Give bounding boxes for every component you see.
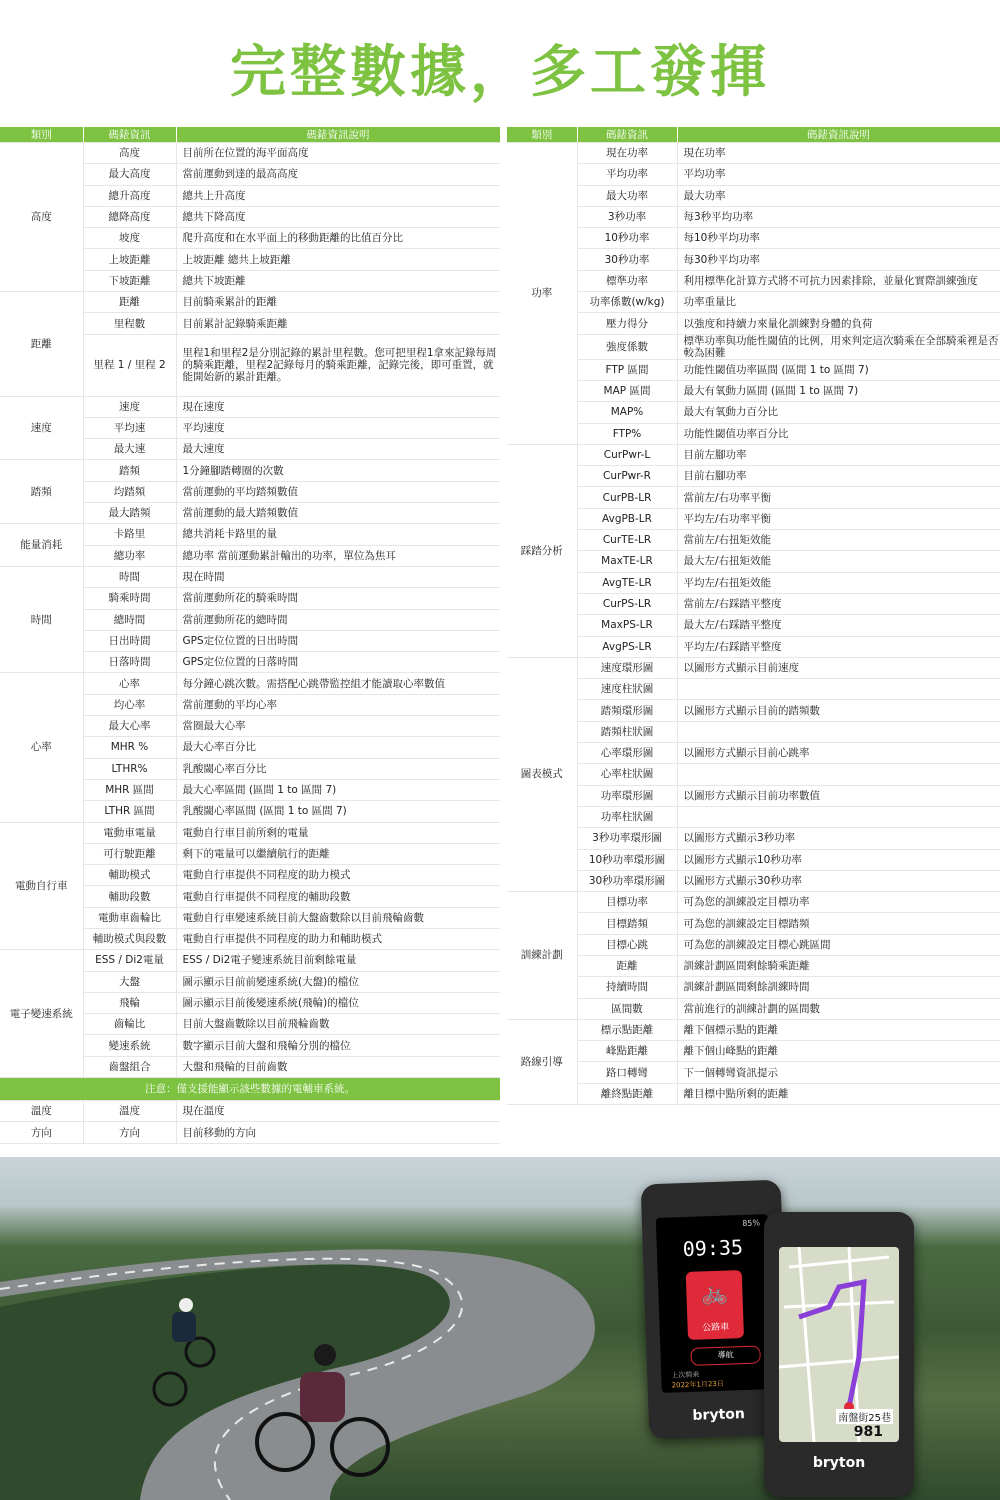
field-cell: 齒盤組合 xyxy=(83,1056,176,1077)
table-row xyxy=(507,530,1000,551)
field-cell: CurPB-LR xyxy=(577,487,677,508)
header-desc: 碼錶資訊說明 xyxy=(176,127,500,143)
table-row xyxy=(507,615,1000,636)
field-cell: 最大高度 xyxy=(83,164,176,185)
desc-cell xyxy=(677,764,1000,785)
field-cell: 均踏頻 xyxy=(83,481,176,502)
desc-cell: 目前移動的方向 xyxy=(176,1122,500,1143)
desc-cell: 乳酸閾心率百分比 xyxy=(176,758,500,779)
field-cell: 速度柱狀圖 xyxy=(577,679,677,700)
table-row xyxy=(507,998,1000,1019)
table-row xyxy=(507,249,1000,270)
desc-cell: 當前左/右踩踏平整度 xyxy=(677,593,1000,614)
desc-cell: 下一個轉彎資訊提示 xyxy=(677,1062,1000,1083)
table-row xyxy=(507,313,1000,334)
table-row xyxy=(0,566,500,587)
desc-cell: 以圖形方式顯示目前功率數值 xyxy=(677,785,1000,806)
field-cell: 10秒功率環形圖 xyxy=(577,849,677,870)
desc-cell: 總共上升高度 xyxy=(176,185,500,206)
field-cell: 方向 xyxy=(83,1122,176,1143)
field-cell: FTP% xyxy=(577,423,677,444)
desc-cell: 現在時間 xyxy=(176,566,500,587)
field-cell: 3秒功率環形圖 xyxy=(577,828,677,849)
table-row xyxy=(507,228,1000,249)
table-row xyxy=(507,977,1000,998)
desc-cell: GPS定位位置的日出時間 xyxy=(176,630,500,651)
desc-cell: 當前運動的平均踏頻數值 xyxy=(176,481,500,502)
desc-cell: 標準功率與功能性閾值的比例，用來判定這次騎乘在全部騎乘裡是否較為困難 xyxy=(677,334,1000,359)
field-cell: 目標心跳 xyxy=(577,934,677,955)
field-cell: 30秒功率環形圖 xyxy=(577,870,677,891)
ride-mode-label: 公路車 xyxy=(701,1322,730,1334)
desc-cell: 每分鐘心跳次數。需搭配心跳帶監控組才能讀取心率數值 xyxy=(176,673,500,694)
category-cell: 訓練計劃 xyxy=(507,892,577,1020)
field-cell: 電動車電量 xyxy=(83,822,176,843)
field-cell: MaxTE-LR xyxy=(577,551,677,572)
field-cell: LTHR 區間 xyxy=(83,801,176,822)
desc-cell: 當前運動的平均心率 xyxy=(176,694,500,715)
desc-cell: 最大有氧動力區間 (區間 1 to 區間 7) xyxy=(677,380,1000,401)
desc-cell: 平均左/右踩踏平整度 xyxy=(677,636,1000,657)
desc-cell: 目前右腳功率 xyxy=(677,466,1000,487)
desc-cell: 當前左/右功率平衡 xyxy=(677,487,1000,508)
desc-cell: 功能性閾值功率區間 (區間 1 to 區間 7) xyxy=(677,359,1000,380)
field-cell: MAP 區間 xyxy=(577,380,677,401)
navigation-button[interactable]: 導航 xyxy=(690,1345,761,1365)
field-cell: 齒輪比 xyxy=(83,1014,176,1035)
header-category: 類別 xyxy=(507,127,577,143)
field-cell: 里程數 xyxy=(83,313,176,334)
field-cell: 路口轉彎 xyxy=(577,1062,677,1083)
desc-cell: 乳酸閾心率區間 (區間 1 to 區間 7) xyxy=(176,801,500,822)
table-row xyxy=(0,524,500,545)
street-name: 南盤街25巷 xyxy=(836,1409,893,1424)
field-cell: 坡度 xyxy=(83,228,176,249)
header-category: 類別 xyxy=(0,127,83,143)
desc-cell: 可為您的訓練設定目標心跳區間 xyxy=(677,934,1000,955)
table-row xyxy=(507,806,1000,827)
table-row xyxy=(507,785,1000,806)
field-cell: MHR % xyxy=(83,737,176,758)
desc-cell: 圖示顯示目前後變速系統(飛輪)的檔位 xyxy=(176,992,500,1013)
table-row xyxy=(507,292,1000,313)
field-cell: ESS / Di2電量 xyxy=(83,950,176,971)
desc-cell: ESS / Di2電子變速系統目前剩餘電量 xyxy=(176,950,500,971)
desc-cell: 以圖形方式顯示目前速度 xyxy=(677,657,1000,678)
desc-cell: 當圈最大心率 xyxy=(176,716,500,737)
field-cell: 踏頻 xyxy=(83,460,176,481)
table-row xyxy=(507,764,1000,785)
desc-cell: 目前騎乘累計的距離 xyxy=(176,292,500,313)
table-row xyxy=(507,1019,1000,1040)
desc-cell: 當前運動所花的騎乘時間 xyxy=(176,588,500,609)
product-photo xyxy=(0,1157,1000,1500)
desc-cell: 功率重量比 xyxy=(677,292,1000,313)
field-cell: 飛輪 xyxy=(83,992,176,1013)
table-row xyxy=(0,1122,500,1143)
field-cell: 標準功率 xyxy=(577,270,677,291)
distance-readout: 981 xyxy=(853,1424,883,1440)
desc-cell xyxy=(677,721,1000,742)
desc-cell xyxy=(677,679,1000,700)
field-cell: 持續時間 xyxy=(577,977,677,998)
table-row xyxy=(507,334,1000,359)
desc-cell: 以強度和持續力來量化訓練對身體的負荷 xyxy=(677,313,1000,334)
desc-cell: 每3秒平均功率 xyxy=(677,206,1000,227)
field-cell: 壓力得分 xyxy=(577,313,677,334)
table-row xyxy=(507,164,1000,185)
field-cell: MAP% xyxy=(577,402,677,423)
battery-level: 85% xyxy=(742,1218,761,1228)
field-cell: 最大速 xyxy=(83,439,176,460)
page-title: 完整數據，多工發揮 xyxy=(230,40,770,105)
desc-cell: 電動自行車變速系統目前大盤齒數除以目前飛輪齒數 xyxy=(176,907,500,928)
field-cell: CurPS-LR xyxy=(577,593,677,614)
table-row xyxy=(507,934,1000,955)
category-cell: 能量消耗 xyxy=(0,524,83,567)
field-cell: AvgTE-LR xyxy=(577,572,677,593)
table-row xyxy=(0,673,500,694)
header-desc: 碼錶資訊說明 xyxy=(677,127,1000,143)
desc-cell: 每30秒平均功率 xyxy=(677,249,1000,270)
table-row xyxy=(507,743,1000,764)
desc-cell: 電動自行車提供不同程度的助力和輔助模式 xyxy=(176,928,500,949)
table-row xyxy=(507,487,1000,508)
table-row xyxy=(507,380,1000,401)
field-cell: 距離 xyxy=(577,955,677,976)
field-cell: 標示點距離 xyxy=(577,1019,677,1040)
desc-cell: 最大左/右扭矩效能 xyxy=(677,551,1000,572)
table-row xyxy=(507,1041,1000,1062)
desc-cell xyxy=(677,806,1000,827)
desc-cell: 電動自行車提供不同程度的輔助段數 xyxy=(176,886,500,907)
field-cell: CurPwr-R xyxy=(577,466,677,487)
desc-cell: 電動自行車提供不同程度的助力模式 xyxy=(176,865,500,886)
desc-cell: 最大功率 xyxy=(677,185,1000,206)
desc-cell: 最大心率百分比 xyxy=(176,737,500,758)
field-cell: 強度係數 xyxy=(577,334,677,359)
desc-cell: 訓練計劃區間剩餘訓練時間 xyxy=(677,977,1000,998)
table-row xyxy=(507,402,1000,423)
desc-cell: 剩下的電量可以繼續航行的距離 xyxy=(176,843,500,864)
field-cell: 目標功率 xyxy=(577,892,677,913)
category-cell: 圖表模式 xyxy=(507,657,577,891)
desc-cell: 電動自行車目前所剩的電量 xyxy=(176,822,500,843)
field-cell: 功率環形圖 xyxy=(577,785,677,806)
desc-cell: 功能性閾值功率百分比 xyxy=(677,423,1000,444)
table-row xyxy=(507,593,1000,614)
brand-logo: bryton xyxy=(812,1455,866,1471)
field-cell: 時間 xyxy=(83,566,176,587)
field-cell: 總時間 xyxy=(83,609,176,630)
table-row xyxy=(507,721,1000,742)
field-cell: 電動車齒輪比 xyxy=(83,907,176,928)
desc-cell: 最大速度 xyxy=(176,439,500,460)
clock: 09:35 xyxy=(682,1234,744,1262)
last-ride-date: 2022年1月23日 xyxy=(671,1379,724,1390)
table-row xyxy=(507,1062,1000,1083)
table-row xyxy=(507,700,1000,721)
desc-cell: 最大左/右踩踏平整度 xyxy=(677,615,1000,636)
field-cell: 總功率 xyxy=(83,545,176,566)
desc-cell: 離目標中點所剩的距離 xyxy=(677,1083,1000,1104)
table-row xyxy=(507,1083,1000,1104)
field-cell: 高度 xyxy=(83,143,176,164)
desc-cell: 總共消耗卡路里的量 xyxy=(176,524,500,545)
table-row xyxy=(507,270,1000,291)
field-cell: 變速系統 xyxy=(83,1035,176,1056)
desc-cell: 可為您的訓練設定目標功率 xyxy=(677,892,1000,913)
desc-cell: 以圖形方式顯示3秒功率 xyxy=(677,828,1000,849)
desc-cell: 當前左/右扭矩效能 xyxy=(677,530,1000,551)
desc-cell: 總共下坡距離 xyxy=(176,270,500,291)
field-cell: 30秒功率 xyxy=(577,249,677,270)
field-cell: 心率柱狀圖 xyxy=(577,764,677,785)
field-cell: 可行駛距離 xyxy=(83,843,176,864)
desc-cell: 上坡距離 總共上坡距離 xyxy=(176,249,500,270)
field-cell: 卡路里 xyxy=(83,524,176,545)
last-ride-label: 上次騎乘 xyxy=(671,1370,700,1380)
desc-cell: 當前運動所花的總時間 xyxy=(176,609,500,630)
category-cell: 心率 xyxy=(0,673,83,822)
note-row xyxy=(0,1078,500,1101)
desc-cell: 以圖形方式顯示目前的踏頻數 xyxy=(677,700,1000,721)
table-row xyxy=(507,206,1000,227)
desc-cell: 圖示顯示目前前變速系統(大盤)的檔位 xyxy=(176,971,500,992)
field-cell: 功率柱狀圖 xyxy=(577,806,677,827)
field-cell: 區間數 xyxy=(577,998,677,1019)
table-row xyxy=(507,870,1000,891)
desc-cell: 現在功率 xyxy=(677,143,1000,164)
desc-cell: 目前大盤齒數除以目前飛輪齒數 xyxy=(176,1014,500,1035)
brand-logo: bryton xyxy=(692,1406,746,1424)
field-cell: 最大心率 xyxy=(83,716,176,737)
table-row xyxy=(507,679,1000,700)
table-row xyxy=(0,396,500,417)
ride-mode-button[interactable] xyxy=(686,1270,744,1340)
compatibility-note: 注意：僅支援能顯示該些數據的電輔車系統。 xyxy=(0,1078,500,1101)
field-cell: 10秒功率 xyxy=(577,228,677,249)
table-row xyxy=(0,292,500,313)
field-cell: 心率 xyxy=(83,673,176,694)
desc-cell: 目前所在位置的海平面高度 xyxy=(176,143,500,164)
desc-cell: 可為您的訓練設定目標踏頻 xyxy=(677,913,1000,934)
table-row xyxy=(0,822,500,843)
desc-cell: 里程1和里程2是分別記錄的累計里程數。您可把里程1拿來記錄每周的騎乘距離，里程2記錄每月的騎乘距離，記錄完後，即可重置，就能開始新的累計距離。 xyxy=(176,334,500,396)
field-cell: CurPwr-L xyxy=(577,444,677,465)
desc-cell: 當前進行的訓練計劃的區間數 xyxy=(677,998,1000,1019)
table-row xyxy=(507,913,1000,934)
desc-cell: 以圖形方式顯示目前心跳率 xyxy=(677,743,1000,764)
desc-cell: 訓練計劃區間剩餘騎乘距離 xyxy=(677,955,1000,976)
table-row xyxy=(0,460,500,481)
desc-cell: 當前運動的最大踏頻數值 xyxy=(176,503,500,524)
field-cell: 3秒功率 xyxy=(577,206,677,227)
desc-cell: 平均左/右功率平衡 xyxy=(677,508,1000,529)
category-cell: 踏頻 xyxy=(0,460,83,524)
table-row xyxy=(0,143,500,164)
field-cell: 最大功率 xyxy=(577,185,677,206)
desc-cell: 大盤和飛輪的目前齒數 xyxy=(176,1056,500,1077)
category-cell: 方向 xyxy=(0,1122,83,1143)
device-map xyxy=(764,1212,914,1497)
category-cell: 踩踏分析 xyxy=(507,444,577,657)
field-cell: FTP 區間 xyxy=(577,359,677,380)
field-cell: 平均速 xyxy=(83,417,176,438)
table-row xyxy=(507,466,1000,487)
field-cell: MHR 區間 xyxy=(83,779,176,800)
desc-cell: 離下個標示點的距離 xyxy=(677,1019,1000,1040)
desc-cell: 以圖形方式顯示30秒功率 xyxy=(677,870,1000,891)
desc-cell: GPS定位位置的日落時間 xyxy=(176,652,500,673)
desc-cell: 最大心率區間 (區間 1 to 區間 7) xyxy=(176,779,500,800)
desc-cell: 平均速度 xyxy=(176,417,500,438)
field-cell: 大盤 xyxy=(83,971,176,992)
table-row xyxy=(0,1101,500,1122)
table-row xyxy=(507,185,1000,206)
category-cell: 電動自行車 xyxy=(0,822,83,950)
field-cell: 心率環形圖 xyxy=(577,743,677,764)
bike-icon: 🚲 xyxy=(700,1280,729,1307)
field-cell: 目標踏頻 xyxy=(577,913,677,934)
desc-cell: 數字顯示目前大盤和飛輪分別的檔位 xyxy=(176,1035,500,1056)
table-row xyxy=(507,955,1000,976)
field-cell: 溫度 xyxy=(83,1101,176,1122)
table-row xyxy=(507,849,1000,870)
table-row xyxy=(507,892,1000,913)
field-cell: 距離 xyxy=(83,292,176,313)
category-cell: 高度 xyxy=(0,143,83,292)
field-cell: 輔助模式 xyxy=(83,865,176,886)
table-row xyxy=(507,444,1000,465)
table-row xyxy=(507,828,1000,849)
field-cell: 踏頻環形圖 xyxy=(577,700,677,721)
field-cell: 最大踏頻 xyxy=(83,503,176,524)
table-row xyxy=(507,572,1000,593)
field-cell: 上坡距離 xyxy=(83,249,176,270)
table-row xyxy=(0,950,500,971)
table-row xyxy=(507,423,1000,444)
spec-table-right xyxy=(507,127,1000,1105)
desc-cell: 爬升高度和在水平面上的移動距離的比值百分比 xyxy=(176,228,500,249)
field-cell: 速度 xyxy=(83,396,176,417)
table-row xyxy=(507,143,1000,164)
desc-cell: 每10秒平均功率 xyxy=(677,228,1000,249)
category-cell: 電子變速系統 xyxy=(0,950,83,1078)
field-cell: CurTE-LR xyxy=(577,530,677,551)
field-cell: 均心率 xyxy=(83,694,176,715)
table-row xyxy=(507,551,1000,572)
table-row xyxy=(507,508,1000,529)
field-cell: 總降高度 xyxy=(83,206,176,227)
field-cell: 功率係數(w/kg) xyxy=(577,292,677,313)
category-cell: 距離 xyxy=(0,292,83,396)
field-cell: 峰點距離 xyxy=(577,1041,677,1062)
field-cell: MaxPS-LR xyxy=(577,615,677,636)
table-row xyxy=(507,636,1000,657)
field-cell: 踏頻柱狀圖 xyxy=(577,721,677,742)
desc-cell: 當前運動到達的最高高度 xyxy=(176,164,500,185)
desc-cell: 最大有氧動力百分比 xyxy=(677,402,1000,423)
field-cell: 日出時間 xyxy=(83,630,176,651)
category-cell: 速度 xyxy=(0,396,83,460)
desc-cell: 以圖形方式顯示10秒功率 xyxy=(677,849,1000,870)
desc-cell: 1分鐘腳踏轉圈的次數 xyxy=(176,460,500,481)
desc-cell: 總功率 當前運動累計輸出的功率，單位為焦耳 xyxy=(176,545,500,566)
field-cell: 現在功率 xyxy=(577,143,677,164)
field-cell: 輔助段數 xyxy=(83,886,176,907)
category-cell: 功率 xyxy=(507,143,577,445)
desc-cell: 現在速度 xyxy=(176,396,500,417)
desc-cell: 現在溫度 xyxy=(176,1101,500,1122)
desc-cell: 平均功率 xyxy=(677,164,1000,185)
desc-cell: 平均左/右扭矩效能 xyxy=(677,572,1000,593)
table-row xyxy=(507,657,1000,678)
field-cell: LTHR% xyxy=(83,758,176,779)
field-cell: 下坡距離 xyxy=(83,270,176,291)
spec-table-left xyxy=(0,127,501,1144)
field-cell: AvgPS-LR xyxy=(577,636,677,657)
header-field: 碼錶資訊 xyxy=(577,127,677,143)
desc-cell: 目前累計記錄騎乘距離 xyxy=(176,313,500,334)
field-cell: 里程 1 / 里程 2 xyxy=(83,334,176,396)
desc-cell: 目前左腳功率 xyxy=(677,444,1000,465)
desc-cell: 利用標準化計算方式將不可抗力因素排除，並量化實際訓練強度 xyxy=(677,270,1000,291)
category-cell: 路線引導 xyxy=(507,1019,577,1104)
category-cell: 溫度 xyxy=(0,1101,83,1122)
desc-cell: 總共下降高度 xyxy=(176,206,500,227)
field-cell: AvgPB-LR xyxy=(577,508,677,529)
field-cell: 騎乘時間 xyxy=(83,588,176,609)
category-cell: 時間 xyxy=(0,566,83,672)
field-cell: 離終點距離 xyxy=(577,1083,677,1104)
desc-cell: 離下個山峰點的距離 xyxy=(677,1041,1000,1062)
table-row xyxy=(507,359,1000,380)
header-field: 碼錶資訊 xyxy=(83,127,176,143)
field-cell: 總升高度 xyxy=(83,185,176,206)
field-cell: 日落時間 xyxy=(83,652,176,673)
field-cell: 速度環形圖 xyxy=(577,657,677,678)
field-cell: 平均功率 xyxy=(577,164,677,185)
field-cell: 輔助模式與段數 xyxy=(83,928,176,949)
